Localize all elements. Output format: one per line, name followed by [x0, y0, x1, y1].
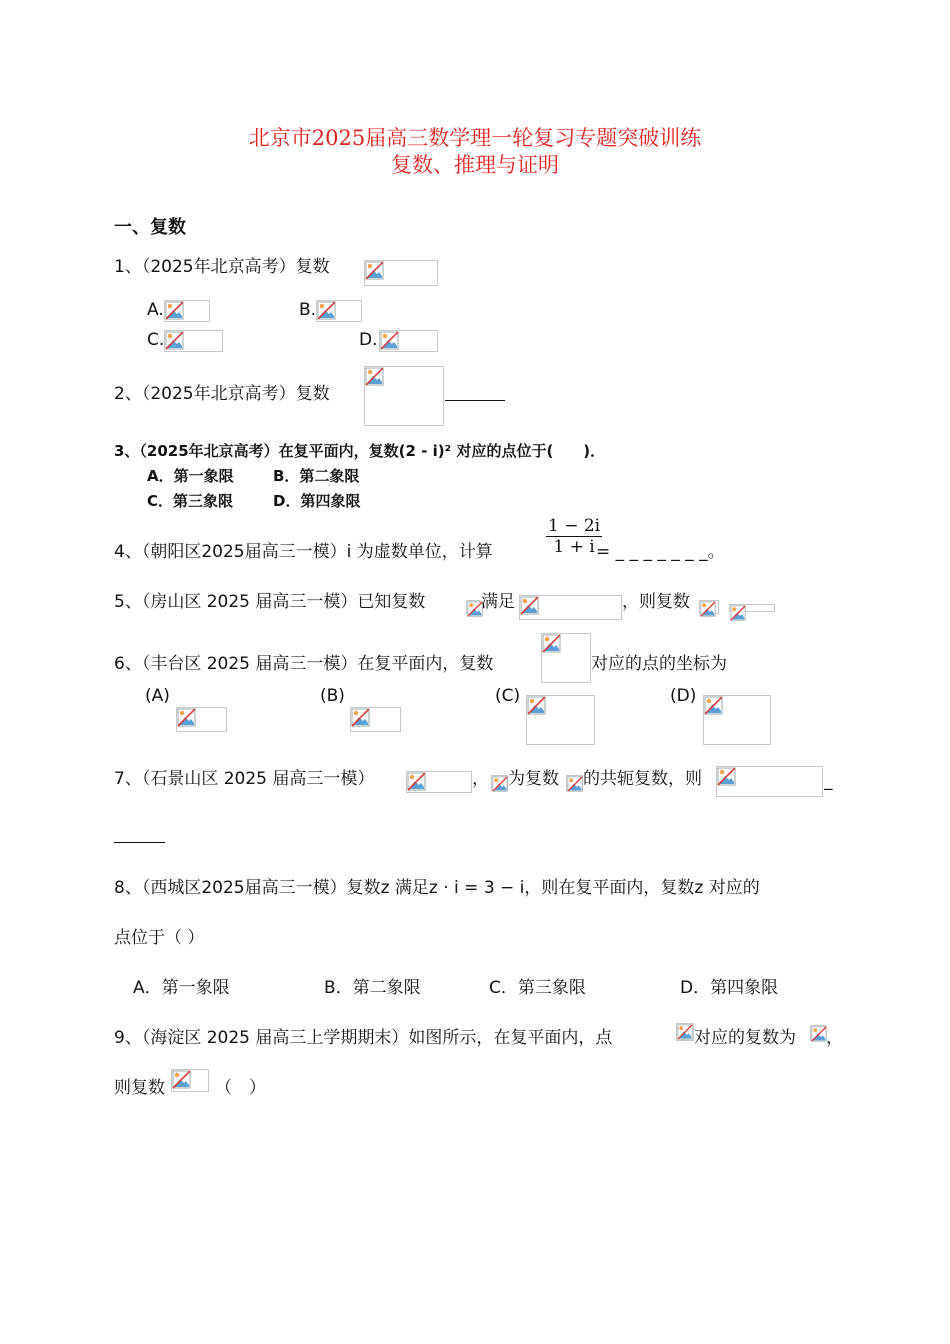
q7-var-image [491, 775, 508, 791]
q3-option-a: A．第一象限 [147, 467, 234, 485]
q6-option-b-label: (B) [320, 686, 345, 706]
q6-stem: 6、（丰台区 2025 届高三一模）在复平面内，复数 [114, 654, 494, 674]
broken-image-icon [365, 367, 384, 386]
q5-mid: 满足 [481, 592, 515, 612]
q8-option-b: B．第二象限 [324, 978, 421, 998]
doc-title: 北京市2025届高三数学理一轮复习专题突破训练 [248, 126, 702, 150]
q6-option-c-label: (C) [495, 686, 521, 706]
q4-stem: 4、（朝阳区2025届高三一模）i 为虚数单位，计算 [114, 542, 493, 562]
q9-expr-image [171, 1069, 209, 1092]
broken-image-icon [527, 696, 546, 715]
broken-image-icon [165, 301, 184, 320]
q4-denominator: 1 + i [553, 537, 595, 557]
q4-numerator: 1 − 2i [548, 516, 601, 536]
broken-image-icon [365, 261, 384, 280]
q8-option-a: A．第一象限 [133, 978, 230, 998]
q8-stem-line1: 8、（西城区2025届高三一模）复数z 满足z · i = 3 − i，则在复平面内，复数z 对应的 [114, 878, 760, 898]
q1-formula-image [364, 260, 438, 286]
q1-option-a-image [164, 300, 210, 322]
q7-answer-blank [114, 842, 165, 843]
q6-option-c-image [526, 695, 595, 745]
q7-answer-image [716, 766, 823, 797]
q3-stem: 3、（2025年北京高考）在复平面内，复数(2 - i)² 对应的点位于( )． [114, 442, 606, 460]
q7-mid2: 的共轭复数，则 [583, 769, 702, 789]
q7-stem: 7、（石景山区 2025 届高三一模） [114, 769, 375, 789]
q6-option-a-image [176, 707, 227, 732]
section-heading: 一、复数 [114, 217, 186, 238]
broken-image-icon [704, 696, 723, 715]
broken-image-icon [811, 1026, 827, 1042]
q9-stem-line1b: 对应的复数为 [694, 1028, 796, 1048]
q3-option-b: B．第二象限 [273, 467, 360, 485]
q2-formula-image [364, 366, 444, 426]
broken-image-icon [677, 1024, 693, 1040]
q6-option-a-label: (A) [145, 686, 170, 706]
q1-option-b-label: B. [299, 300, 317, 320]
q8-stem-line2: 点位于（ ） [114, 928, 205, 948]
broken-image-icon [177, 708, 196, 727]
broken-image-icon [317, 301, 336, 320]
q7-comma: ， [472, 769, 489, 789]
q9-stem-line2b: （ ） [215, 1078, 266, 1098]
broken-image-icon [492, 776, 508, 792]
q7-tail: _ [824, 771, 833, 791]
q1-option-d-label: D. [359, 330, 378, 350]
q9-point-image [676, 1023, 694, 1041]
q6-suffix: 对应的点的坐标为 [591, 654, 727, 674]
broken-image-icon [351, 708, 370, 727]
q3-option-c: C．第三象限 [147, 492, 234, 510]
q6-formula-image [541, 633, 591, 683]
broken-image-icon [717, 767, 736, 786]
q1-option-b-image [316, 300, 362, 322]
broken-image-icon [700, 601, 716, 617]
q7-var2-image [566, 775, 583, 791]
q7-formula-image [406, 771, 472, 793]
q1-option-d-image [379, 330, 438, 352]
q1-option-c-label: C. [147, 330, 165, 350]
q2-stem: 2、（2025年北京高考）复数 [114, 384, 330, 404]
broken-image-icon [520, 596, 539, 615]
broken-image-icon [542, 634, 561, 653]
broken-image-icon [567, 776, 583, 792]
q5-stem: 5、（房山区 2025 届高三一模）已知复数 [114, 592, 426, 612]
broken-image-icon [407, 772, 426, 791]
q9-stem-line1c: ， [826, 1028, 843, 1048]
q8-option-c: C．第三象限 [489, 978, 586, 998]
q9-stem-line1a: 9、（海淀区 2025 届高三上学期期末）如图所示，在复平面内，点 [114, 1028, 613, 1048]
q1-option-c-image [164, 330, 223, 352]
broken-image-icon [380, 331, 399, 350]
doc-subtitle: 复数、推理与证明 [391, 153, 559, 177]
q7-mid: 为复数 [508, 769, 559, 789]
q8-option-d: D．第四象限 [680, 978, 779, 998]
broken-image-icon [730, 605, 746, 621]
q4-fraction [546, 516, 602, 557]
q5-answer-blank-image [729, 604, 775, 612]
q6-option-d-image [703, 695, 771, 745]
q1-option-a-label: A. [147, 300, 164, 320]
q6-option-d-label: (D) [670, 686, 697, 706]
q4-suffix: = _ _ _ _ _ _ _。 [596, 542, 725, 562]
q9-stem-line2a: 则复数 [114, 1078, 165, 1098]
q1-stem: 1、（2025年北京高考）复数 [114, 257, 330, 277]
broken-image-icon [172, 1070, 191, 1089]
q9-complex-image [810, 1025, 826, 1041]
q5-answer-var-image [699, 600, 719, 614]
q3-option-d: D．第四象限 [273, 492, 361, 510]
q5-var-image [466, 600, 480, 614]
q6-option-b-image [350, 707, 401, 732]
q5-mid2: ，则复数 [622, 592, 690, 612]
q5-condition-image [519, 595, 622, 620]
broken-image-icon [165, 331, 184, 350]
q2-answer-blank [445, 400, 505, 401]
